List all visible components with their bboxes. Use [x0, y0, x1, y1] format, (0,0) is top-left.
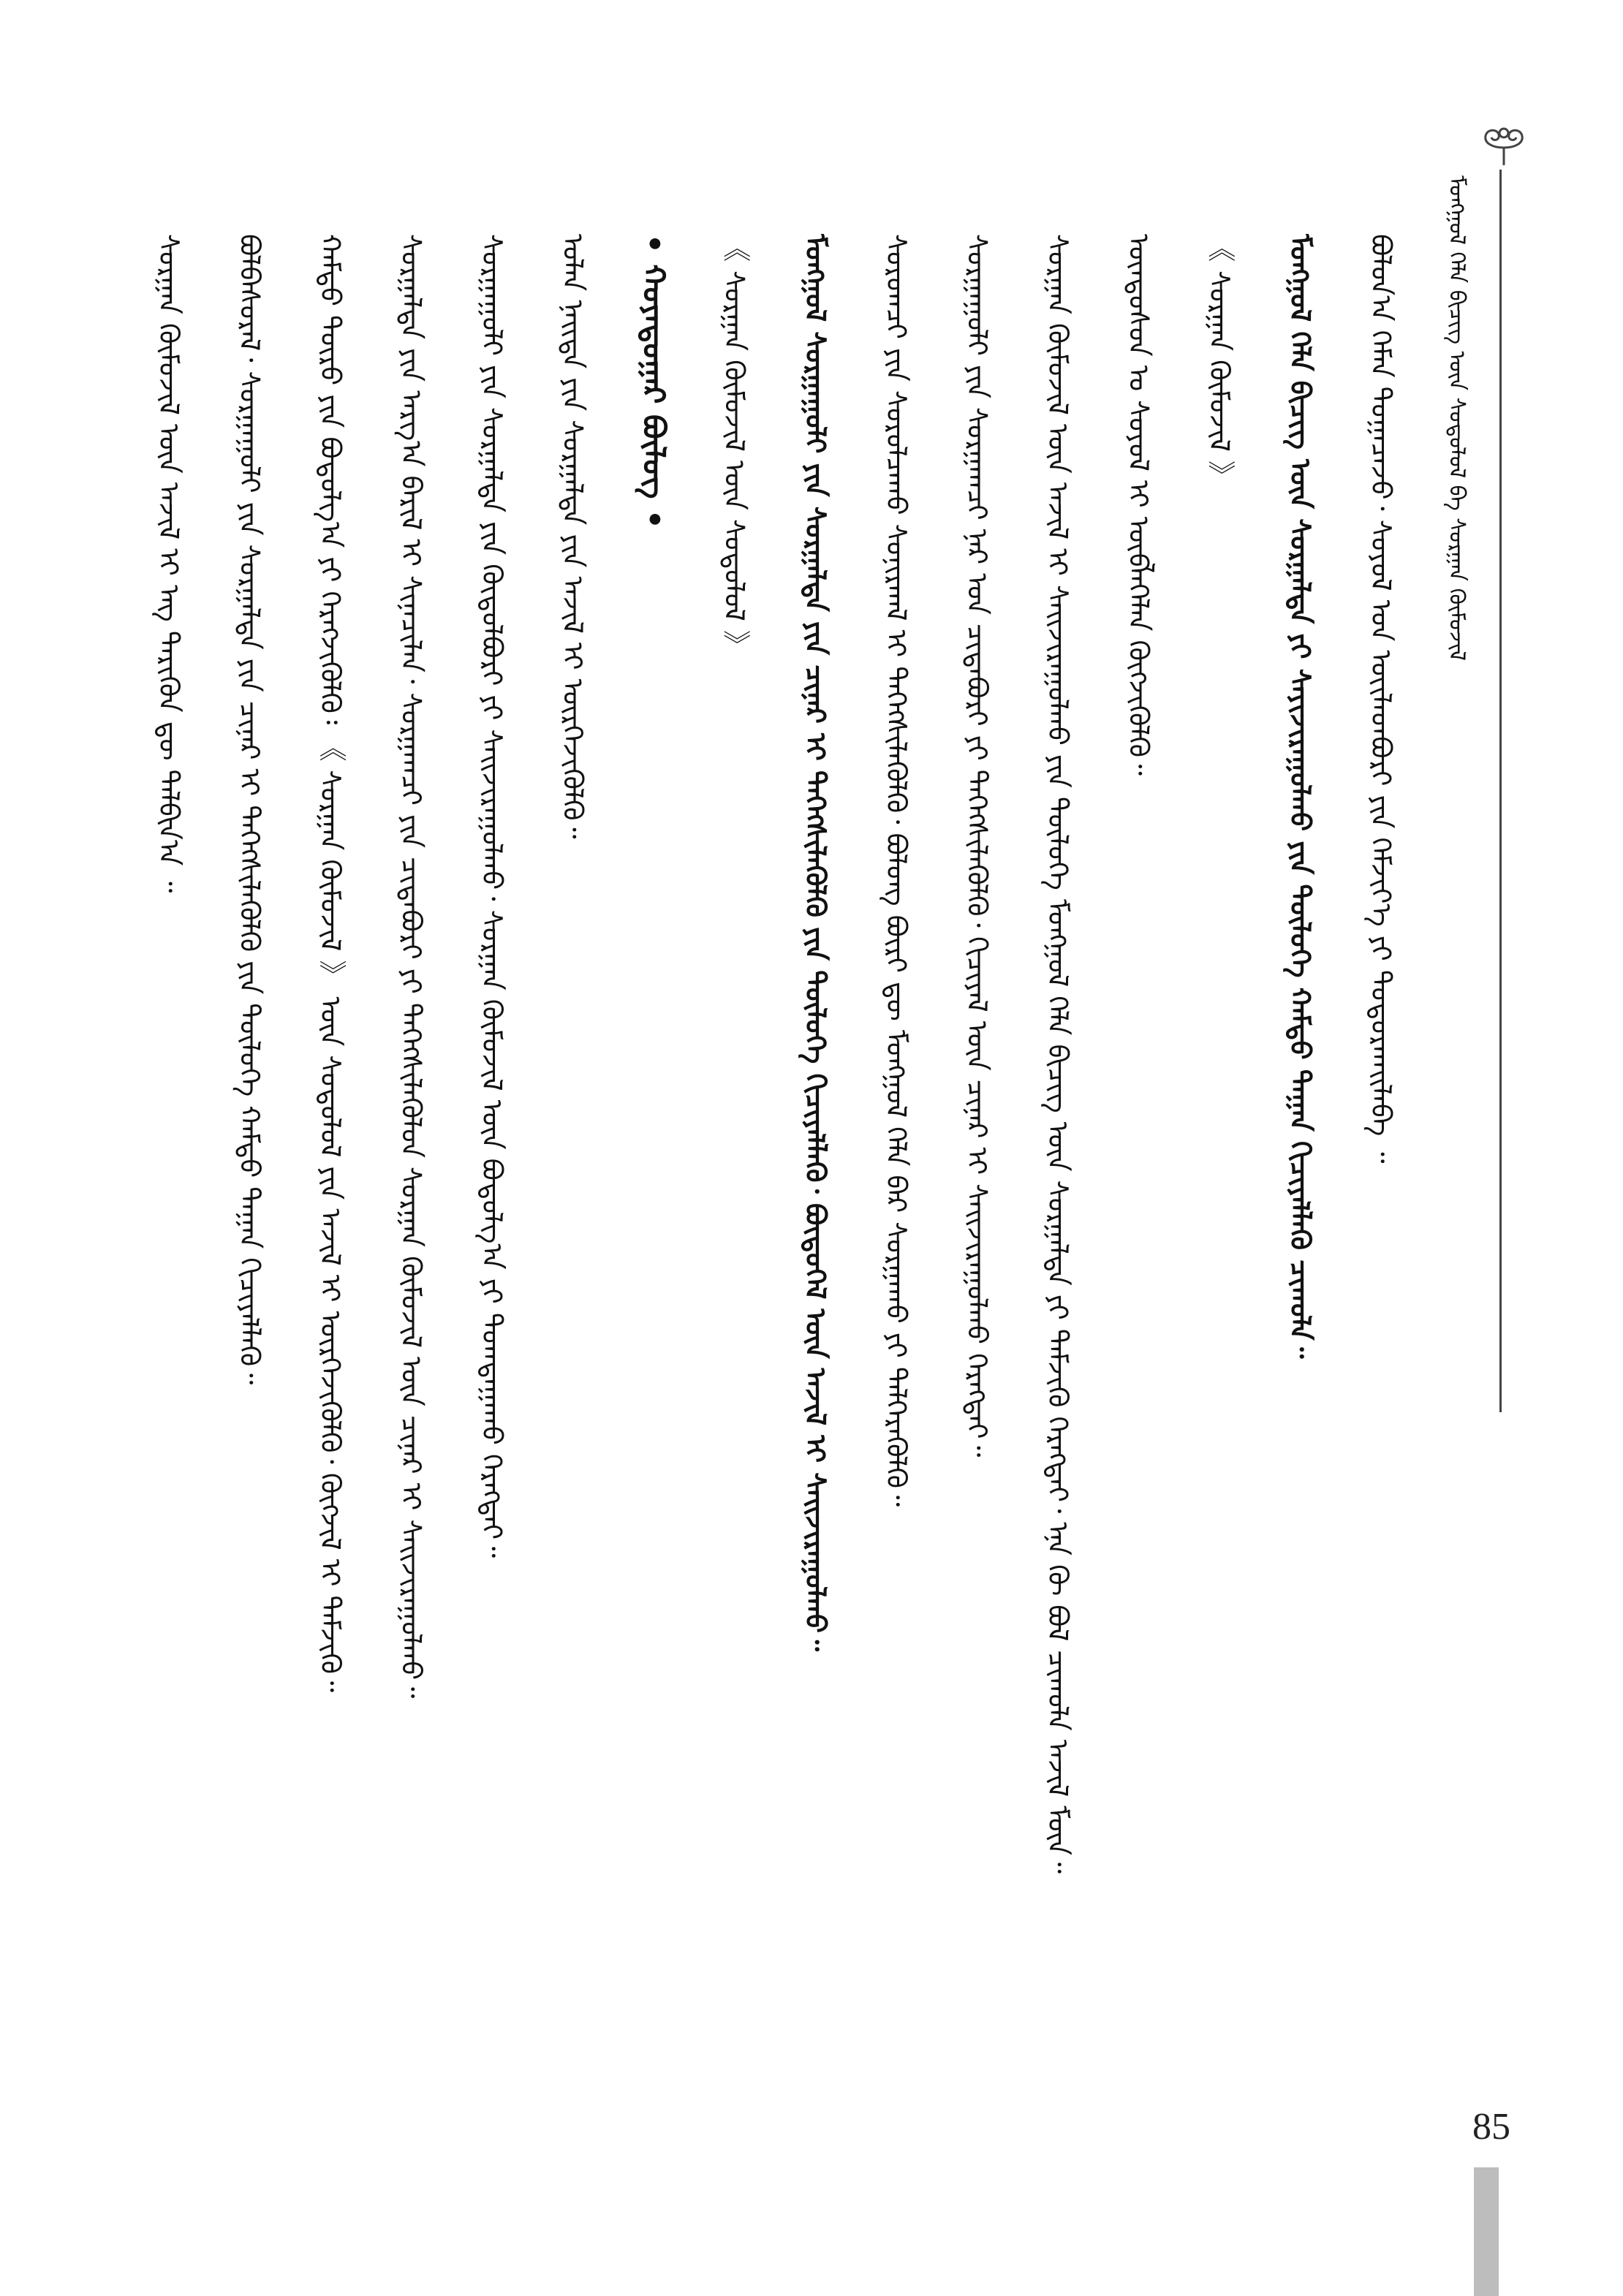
text-line: ᠰᠤᠷᠭᠠᠨ ᠬᠦᠮᠦᠵᠢᠯ ᠦᠨ ᠠᠵᠢᠯ ᠢ ᠰᠠᠢᠵᠢᠷᠠᠭᠤᠯᠬᠤ ᠶᠢᠨ ᠲᠥᠯᠦᠭᠡ ᠮᠣᠩᠭᠣᠯ ᠬᠡᠯᠡ ᠪᠢᠴᠢᠭ᠌ ᠦᠨ ᠰᠤᠷᠭᠠᠯᠲᠠ ᠶᠢ ᠳᠡᠮᠵᠢᠬᠦ ᠬᠡᠷᠡᠭᠲᠡᠢ᠂ ᠡᠨᠡ ᠬᠦ ᠪᠣᠯ ᠴᠢᠬᠤᠯᠠ ᠠᠵᠢᠯ ᠮᠥᠨ᠃: [1041, 234, 1074, 1874]
text-line: ᠦᠨᠳᠦᠰᠦᠨ ᠤ ᠰᠣᠶᠣᠯ ᠢ ᠥᠪᠯᠡᠭᠡᠯᠡᠨ ᠬᠥᠭᠵᠢᠭᠦᠯᠬᠦ᠃: [1122, 234, 1155, 776]
text-line: ᠪᠣᠯᠪᠠᠰᠤᠷᠠᠯ᠂ ᠰᠤᠷᠭᠠᠭᠤᠯᠢ ᠶᠢᠨ ᠰᠤᠷᠭᠠᠯᠲᠠ ᠶᠢᠨ ᠴᠢᠨᠠᠷ ᠢ ᠳᠡᠭᠡᠭᠰᠢᠯᠡᠭᠦᠯᠬᠦ ᠶᠢᠨ ᠲᠥᠯᠦᠭᠡ ᠬᠠᠮᠲᠤ ᠳᠠᠭᠠᠨ ᠬᠢᠴᠢᠶᠡᠯᠯᠡᠬᠦ᠃: [233, 234, 266, 1385]
text-line: ᠣᠯᠠᠨ ᠨᠡᠢᠲᠡ ᠶᠢᠨ ᠰᠤᠷᠭᠠᠯᠲᠠ ᠶᠢᠨ ᠠᠵᠢᠯ ᠢ ᠥᠷᠭᠡᠵᠢᠭᠦᠯᠬᠦ᠃: [556, 234, 589, 839]
body-text: [146, 234, 1404, 1915]
text-line: ᠰᠤᠷᠭᠠᠨ ᠬᠦᠮᠦᠵᠢᠯ ᠦᠨ ᠠᠵᠢᠯ ᠢ ᠡᠩ ᠲᠡᠷᠢᠭᠦᠨ ᠳᠦ ᠲᠠᠯᠪᠢᠨ᠎ᠠ ᠃: [153, 234, 185, 893]
text-line: 《 ᠰᠤᠷᠭᠠᠨ ᠬᠦᠮᠦᠵᠢᠯ ᠦᠨ ᠰᠤᠳᠤᠯᠤᠯ 》: [718, 234, 751, 658]
running-head: ᠮᠣᠩᠭᠣᠯ ᠬᠡᠯᠡ ᠪᠢᠴᠢᠭ᠌ ᠦᠨ ᠰᠤᠳᠤᠯᠤᠯ ᠪᠠ ᠰᠤᠷᠭᠠᠨ ᠬᠦᠮᠦᠵᠢᠯ: [1444, 175, 1469, 661]
text-line: ᠮᠣᠩᠭᠣᠯ ᠰᠤᠷᠭᠠᠭᠤᠯᠢ ᠶᠢᠨ ᠰᠤᠷᠭᠠᠯᠲᠠ ᠶᠢᠨ ᠴᠢᠨᠠᠷ ᠢ ᠳᠡᠭᠡᠭᠰᠢᠯᠡᠭᠦᠯᠬᠦ ᠶᠢᠨ ᠲᠥᠯᠦᠭᠡ ᠬᠢᠴᠢᠶᠡᠯᠯᠡᠬᠦ᠂ ᠪᠦᠲᠦᠭᠡᠯ ᠦᠨ ᠠᠵᠢᠯ ᠢ ᠰᠠᠢᠵᠢᠷᠠᠭᠤᠯᠬᠤ᠃: [799, 234, 833, 1651]
text-line: ᠰᠤᠷᠤᠭᠴᠢ ᠶᠢᠨ ᠰᠤᠷᠤᠯᠴᠠᠬᠤ ᠰᠣᠨᠢᠷᠬᠠᠯ ᠢ ᠳᠡᠭᠡᠭᠰᠢᠯᠡᠭᠦᠯᠬᠦ᠂ ᠪᠤᠯᠤᠩ ᠪᠦᠷᠢ ᠳᠦ ᠮᠣᠩᠭᠣᠯ ᠬᠡᠯᠡ ᠪᠡᠷ ᠰᠤᠷᠭᠠᠬᠤ ᠶᠢ ᠳᠡᠯᠭᠡᠷᠡᠭᠦᠯᠬᠦ᠃: [879, 234, 912, 1507]
text-line: ᠰᠤᠷᠭᠠᠯᠲᠠ ᠶᠢᠨ ᠠᠷᠭ᠎ᠠ ᠪᠠᠷᠢᠯ ᠢ ᠰᠢᠨᠡᠴᠢᠯᠡᠨ᠂ ᠰᠤᠷᠭᠠᠭᠴᠢ ᠶᠢᠨ ᠴᠢᠳᠠᠪᠤᠷᠢ ᠶᠢ ᠳᠡᠭᠡᠭᠰᠢᠯᠡᠭᠦᠯᠦᠨ ᠰᠤᠷᠭᠠᠨ ᠬᠦᠮᠦᠵᠢᠯ ᠦᠨ ᠴᠢᠨᠠᠷ ᠢ ᠰᠠᠢᠵᠢᠷᠠᠭᠤᠯᠬᠤ᠃: [395, 234, 428, 1699]
text-line: 《 ᠰᠤᠷᠭᠠᠨ ᠬᠦᠮᠦᠵᠢᠯ 》: [1203, 234, 1236, 489]
header-ornament-icon: [1478, 123, 1529, 167]
header-rule: [1499, 170, 1502, 1412]
text-line: ᠰᠤᠷᠭᠠᠭᠤᠯᠢ ᠶᠢᠨ ᠰᠤᠷᠭᠠᠭᠴᠢ ᠨᠠᠷ ᠤᠨ ᠴᠢᠳᠠᠪᠤᠷᠢ ᠶᠢ ᠳᠡᠭᠡᠭᠰᠢᠯᠡᠭᠦᠯᠬᠦ᠂ ᠬᠢᠴᠢᠶᠡᠯ ᠦᠨ ᠴᠢᠨᠠᠷ ᠢ ᠰᠠᠢᠵᠢᠷᠠᠭᠤᠯᠬᠤ ᠬᠡᠷᠡᠭᠲᠡᠢ᠃: [961, 234, 994, 1458]
text-line: ᠬᠠᠮᠲᠤ ᠲᠥᠷᠥ ᠶᠢᠨ ᠪᠣᠳᠣᠯᠭ᠎ᠠ ᠶᠢ ᠬᠡᠷᠡᠭᠵᠢᠭᠦᠯᠬᠦ᠄ 《 ᠰᠤᠷᠭᠠᠨ ᠬᠦᠮᠦᠵᠢᠯ 》 ᠦᠨ ᠰᠤᠳᠤᠯᠤᠯ ᠶᠢᠨ ᠠᠵᠢᠯ ᠢ ᠥᠷᠭᠡᠵᠢᠭᠦᠯᠬᠦ᠂ ᠬᠥᠭᠵᠢᠯ ᠢ ᠳᠡᠮᠵᠢᠬᠦ᠃: [314, 234, 347, 1693]
text-line: ᠰᠤᠷᠭᠠᠭᠤᠯᠢ ᠶᠢᠨ ᠰᠤᠷᠭᠠᠯᠲᠠ ᠶᠢᠨ ᠬᠥᠲᠥᠯᠪᠦᠷᠢ ᠶᠢ ᠰᠠᠢᠵᠢᠷᠠᠭᠤᠯᠬᠤ᠂ ᠰᠤᠷᠭᠠᠨ ᠬᠦᠮᠦᠵᠢᠯ ᠦᠨ ᠪᠣᠳᠣᠯᠭ᠎ᠠ ᠶᠢ ᠲᠣᠭᠲᠠᠭᠠᠬᠤ ᠬᠡᠷᠡᠭᠲᠡᠢ᠃: [476, 234, 509, 1558]
margin-tab: [1474, 2167, 1499, 2296]
text-line: ᠪᠣᠯᠤᠨ᠎ᠠ ᠬᠡᠮᠡᠨ ᠲᠣᠭᠠᠴᠠᠵᠤ᠂ ᠰᠣᠶᠣᠯ ᠤᠨ ᠦᠢᠯᠡᠳᠪᠦᠷᠢ ᠶᠢᠨ ᠬᠡᠮᠵᠢᠶ᠎ᠡ ᠶᠢ ᠲᠣᠳᠣᠷᠬᠠᠢᠯᠠᠪᠠ ᠃: [1365, 234, 1397, 1164]
text-line: ᠮᠣᠩᠭᠣᠯ ᠬᠡᠯᠡ ᠪᠢᠴᠢᠭ᠌ ᠦᠨ ᠰᠤᠷᠭᠠᠯᠲᠠ ᠶᠢ ᠰᠠᠶᠢᠵᠢᠷᠠᠭᠤᠯᠬᠤ ᠶᠢᠨ ᠲᠥᠯᠦᠭᠡ ᠬᠠᠮᠲᠤ ᠳᠠᠭᠠᠨ ᠬᠢᠴᠢᠶᠡᠯᠯᠡᠬᠦ ᠴᠢᠬᠤᠯᠠ᠃: [1284, 234, 1317, 1359]
page-number: 85: [1472, 2106, 1510, 2148]
section-heading: • ᠬᠣᠶᠠᠳᠤᠭᠠᠷ ᠪᠦᠯᠦᠭ •: [636, 234, 673, 529]
